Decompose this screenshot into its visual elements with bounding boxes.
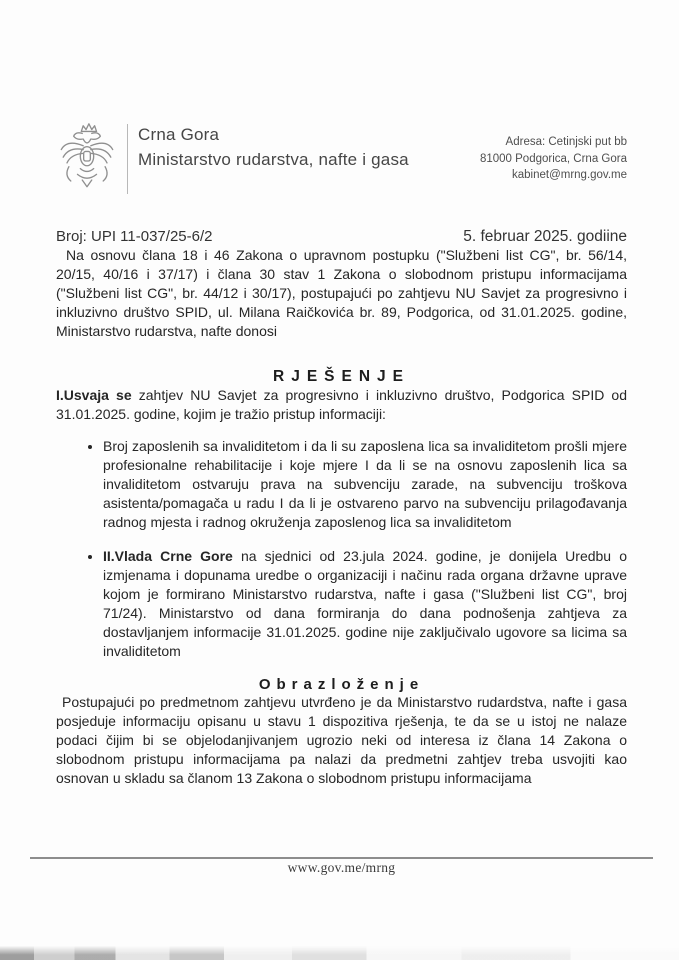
ministry-name-block — [138, 121, 409, 172]
scan-artifact-edge — [0, 945, 679, 960]
ministry-name: Ministarstvo rudarstva, nafte i gasa — [138, 150, 409, 169]
document-title: RJEŠENJE — [273, 368, 410, 385]
montenegro-coat-of-arms-icon — [56, 121, 118, 201]
list-item — [103, 547, 627, 661]
address-block — [480, 121, 627, 184]
decision-lead-text: zahtjev NU Savjet za progresivno i inkluzivno društvo, Podgorica SPID od 31.01.2025. godine, kojim je tražio pristup informaciji: — [56, 387, 628, 422]
decision-lead-paragraph — [56, 386, 627, 424]
address-line: 81000 Podgorica, Crna Gora — [479, 152, 627, 165]
legal-basis-paragraph: Na osnovu člana 18 i 46 Zakona o upravnom postupku ("Službeni list CG", br. 56/14, 20/15, 40/16 i 37/17) i člana 30 stav 1 Zakona o slobodnom pristupu informacijama ("Službeni list CG", br. 44/12 i 30/17), postupajući po zahtjevu NU Savjet za progresivno i inkluzivno društvo SPID, ul. Milana Raičkovića br. 89, Podgorica, od 31.01.2025. godine, Ministarstvo rudarstva, nafte donosi — [56, 247, 627, 339]
explanation-paragraph: Postupajući po predmetnom zahtjevu utvrđeno je da Ministarstvo rudardstva, nafte i gasa posjeduje informaciju opisanu u stavu 1 dispozitiva rješenja, te da se u istoj ne nalaze podaci čijim bi se objelodanjivanjem ugrozio neki od interesa iz člana 14 Zakona o slobodnom pristupu informacijama pa nalazi da predmetni zahtjev treba usvojiti kao osnovan u skladu sa članom 13 Zakona o slobodnom pristupu informacijama — [56, 694, 627, 786]
address-email: kabinet@mrng.gov.me — [511, 169, 627, 181]
letterhead — [56, 121, 627, 207]
document-content — [0, 121, 679, 788]
page-footer — [30, 857, 653, 876]
reference-row — [56, 228, 627, 246]
footer-url: www.gov.me/mrng — [287, 860, 396, 875]
list-item-text: Broj zaposlenih sa invaliditetom i da li su zaposlena lica sa invaliditetom prošli mjere profesionalne rehabilitacije i koje mjere I da li se na osnovu zaposlenih lica sa invaliditetom ostvaruju prava na subvenciju zarade, na subvenciju troškova asistenta/pomagača u radu I da li je ostvareno parvo na subvenciju prilagođavanja radnog mjesta i radnog okruženja zaposlenog lica sa invaliditetom — [103, 438, 627, 530]
case-number: Broj: UPI 11-037/25-6/2 — [56, 228, 213, 245]
address-line: Adresa: Cetinjski put bb — [505, 136, 627, 148]
document-date: 5. februar 2025. godiine — [463, 228, 627, 245]
decision-lead-bold: I.Usvaja se — [56, 387, 132, 403]
requested-information-list — [56, 437, 627, 661]
list-item — [103, 437, 627, 532]
country-name: Crna Gora — [138, 125, 220, 144]
list-item-text: na sjednici od 23.jula 2024. godine, je donijela Uredbu o izmjenama i dopunama uredbe o organizaciji i načinu rada organa državne uprave kojom je formirano Ministarstvo rudarstva, nafte i gasa ("Službeni list CG", broj 71/24). Ministarstvo od dana formiranja do dana podnošenja zahtjeva za dostavljanjem informacije 31.01.2025. godine nije zaključivalo ugovore sa licima sa invaliditetom — [103, 548, 627, 659]
letterhead-divider — [127, 124, 128, 194]
explanation-title: Obrazloženje — [258, 676, 425, 693]
footer-rule — [30, 857, 653, 859]
list-item-bold: II.Vlada Crne Gore — [103, 548, 233, 564]
